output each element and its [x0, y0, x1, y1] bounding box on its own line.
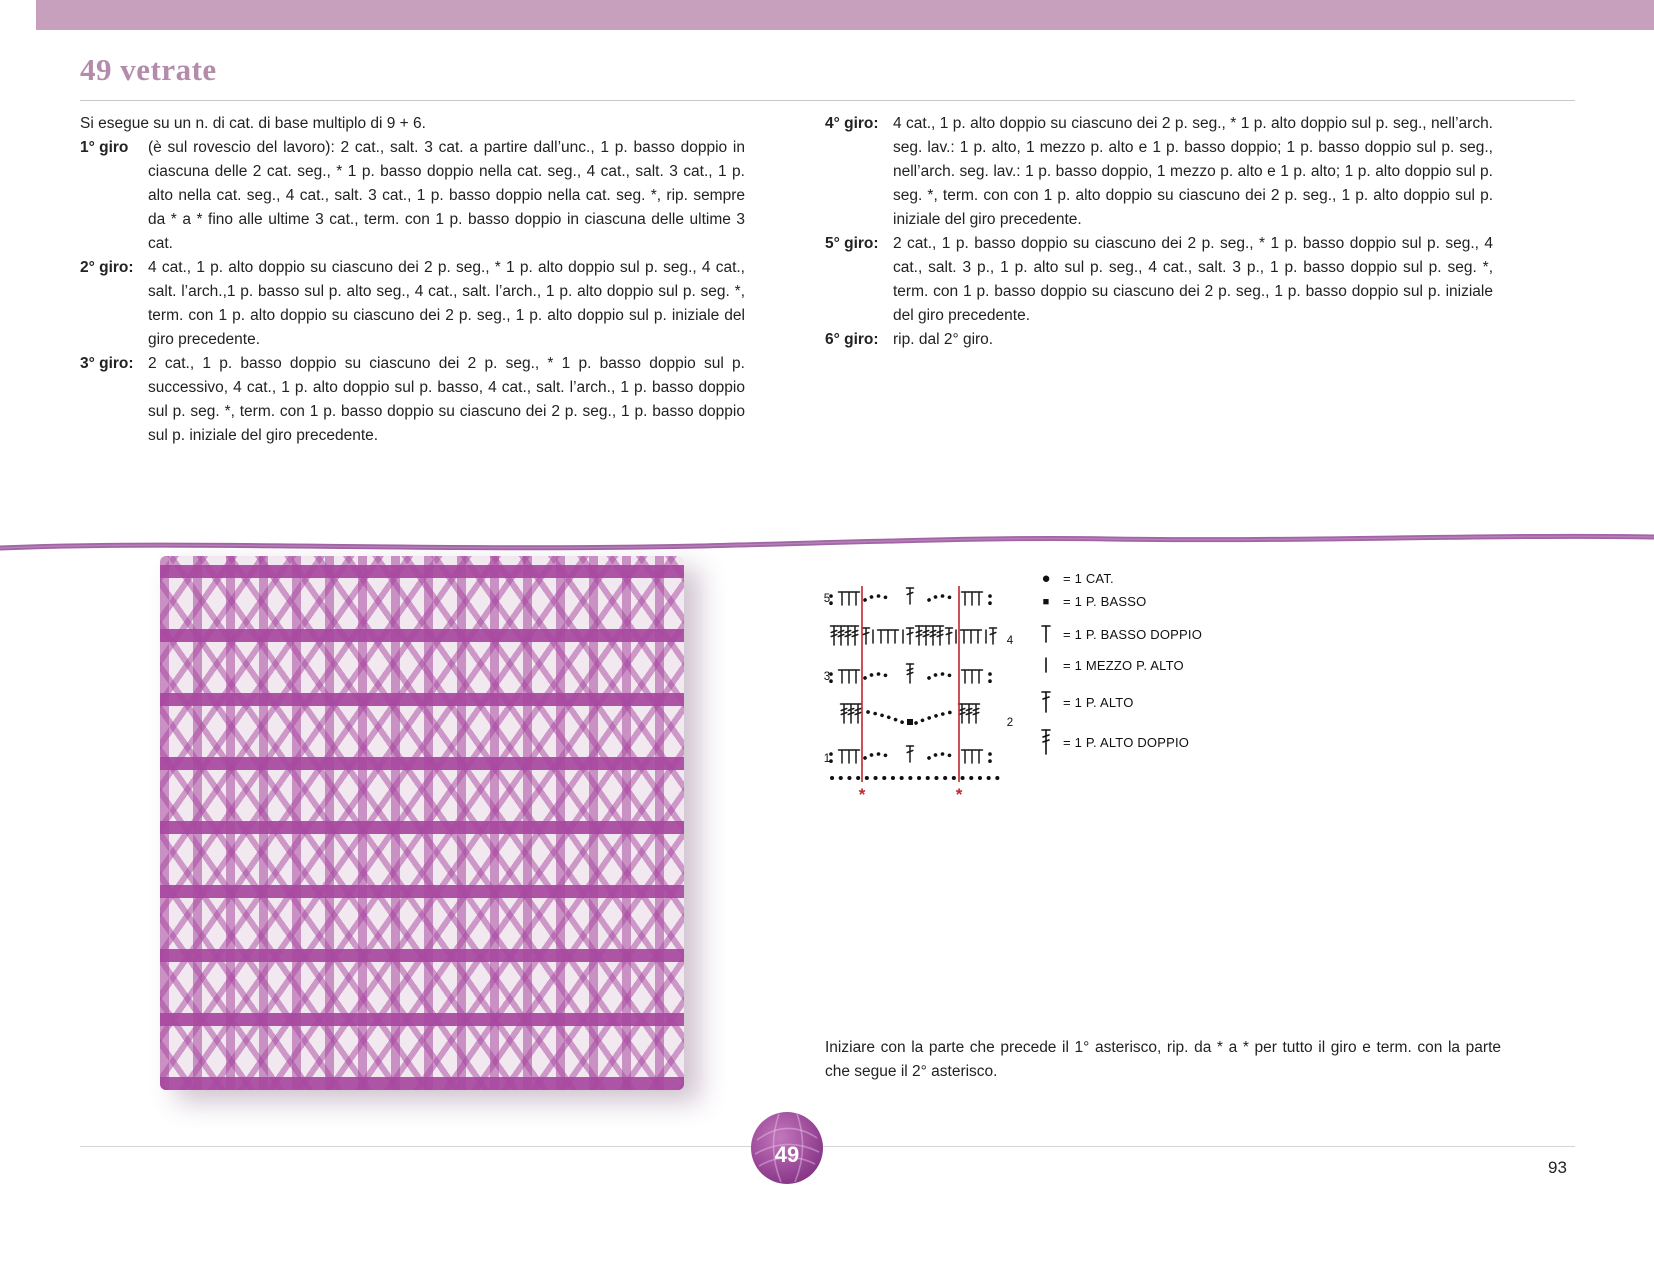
giro-label: 2° giro: — [80, 259, 134, 276]
top-accent-bar — [36, 0, 1654, 30]
giro-paragraph — [80, 352, 745, 448]
bottom-divider — [80, 1146, 1575, 1147]
legend-item — [1035, 594, 1146, 609]
chart-row-label: 3 — [823, 671, 831, 683]
alto-symbol-icon — [1035, 690, 1057, 714]
page-title: 49 vetrate — [80, 52, 217, 87]
giro-text: rip. dal 2° giro. — [893, 331, 994, 348]
alto-doppio-symbol-icon — [1035, 728, 1057, 756]
legend-item — [1035, 690, 1134, 714]
giro-paragraph — [825, 112, 1493, 232]
giro-label: 6° giro: — [825, 331, 879, 348]
legend-label: = 1 MEZZO P. ALTO — [1063, 657, 1184, 673]
giro-paragraph — [825, 232, 1493, 328]
chart-row-label: 4 — [1006, 635, 1014, 647]
crochet-chart — [818, 566, 1018, 811]
giro-paragraph — [80, 256, 745, 352]
instructions-left-column — [80, 112, 745, 448]
giro-text: 4 cat., 1 p. alto doppio su ciascuno dei 2 p. seg., * 1 p. alto doppio sul p. seg., 4 cat., salt. l’arch.,1 p. basso sul p. alto seg., 4 cat., salt. l’arch., 1 p. alto doppio sul p. seg. *, term. con 1 p. alto doppio su ciascuno dei 2 p. seg., 1 p. alto doppio sul p. iniziale del giro precedente. — [148, 259, 745, 348]
repeat-asterisk: * — [858, 785, 866, 804]
legend-label: = 1 P. BASSO — [1063, 594, 1147, 609]
title-divider — [80, 100, 1575, 101]
giro-text: 2 cat., 1 p. basso doppio su ciascuno dei 2 p. seg., * 1 p. basso doppio sul p. seg., 4 cat., salt. 3 p., 1 p. alto sul p. seg., 4 cat., salt. 3 p., 1 p. basso doppio sul p. seg. *, term. con 1 p. basso doppio su ciascuno dei 2 p. seg., 1 p. basso doppio sul p. iniziale del giro precedente. — [893, 235, 1493, 324]
giro-label: 4° giro: — [825, 115, 879, 132]
giro-label: 1° giro — [80, 139, 129, 156]
instructions-right-column — [825, 112, 1493, 352]
page-number: 93 — [1548, 1158, 1567, 1177]
legend-label: = 1 P. ALTO — [1063, 694, 1134, 710]
giro-paragraph — [825, 328, 1493, 352]
giro-label: 5° giro: — [825, 235, 879, 252]
chain-symbol-icon: ● — [1041, 570, 1051, 587]
chart-row-label: 5 — [823, 593, 831, 605]
chart-row-label: 2 — [1006, 717, 1014, 729]
legend-item — [1035, 656, 1184, 674]
yarn-ball — [749, 1110, 825, 1186]
repeat-asterisk: * — [955, 785, 963, 804]
giro-label: 3° giro: — [80, 355, 134, 372]
basso-doppio-symbol-icon — [1035, 624, 1057, 644]
basso-square — [907, 719, 913, 725]
legend-item — [1035, 728, 1189, 756]
basso-symbol-icon: ■ — [1042, 595, 1050, 608]
mezzo-alto-symbol-icon — [1035, 656, 1057, 674]
legend-label: = 1 P. BASSO DOPPIO — [1063, 626, 1203, 642]
legend-label: = 1 P. ALTO DOPPIO — [1063, 734, 1190, 750]
legend-item — [1035, 570, 1114, 587]
giro-text: (è sul rovescio del lavoro): 2 cat., salt. 3 cat. a partire dall’unc., 1 p. basso doppio in ciascuna delle 2 cat. seg., * 1 p. basso doppio nella cat. seg., 4 cat., salt. 3 cat., 1 p. alto nella cat. seg., 4 cat., salt. 3 cat., 1 p. basso doppio nella cat. seg. *, rip. sempre da * a * fino alle ultime 3 cat., term. con 1 p. basso doppio in ciascuna delle ultime 3 cat. — [148, 139, 745, 252]
repeat-instructions-note: Iniziare con la parte che precede il 1° asterisco, rip. da * a * per tutto il giro e term. con la parte che segue il 2° asterisco. — [825, 1039, 1501, 1080]
giro-text: 2 cat., 1 p. basso doppio su ciascuno dei 2 p. seg., * 1 p. basso doppio sul p. successivo, 4 cat., 1 p. alto doppio sul p. basso, 4 cat., salt. l’arch., 1 p. basso doppio sul p. seg. *, term. con 1 p. basso doppio su ciascuno dei 2 p. seg., 1 p. basso doppio sul p. iniziale del giro precedente. — [148, 355, 745, 444]
giro-text: 4 cat., 1 p. alto doppio su ciascuno dei 2 p. seg., * 1 p. alto doppio sul p. seg., nell’arch. seg. lav.: 1 p. alto, 1 mezzo p. alto e 1 p. basso doppio; 1 p. basso doppio sul p. seg., nell’arch. seg. lav.: 1 p. basso doppio, 1 mezzo p. alto e 1 p. alto; 1 p. alto doppio sul p. seg. *, term. con con 1 p. alto doppio su ciascuno dei 2 p. seg., 1 p. alto doppio sul p. iniziale del giro precedente. — [893, 115, 1493, 228]
ball-number: 49 — [774, 1142, 800, 1167]
pattern-intro: Si esegue su un n. di cat. di base multiplo di 9 + 6. — [80, 115, 426, 132]
crochet-swatch-photo — [160, 556, 684, 1090]
legend-item — [1035, 624, 1202, 644]
legend-label: = 1 CAT. — [1063, 571, 1114, 586]
giro-paragraph — [80, 136, 745, 256]
chart-row-label: 1 — [823, 753, 831, 765]
